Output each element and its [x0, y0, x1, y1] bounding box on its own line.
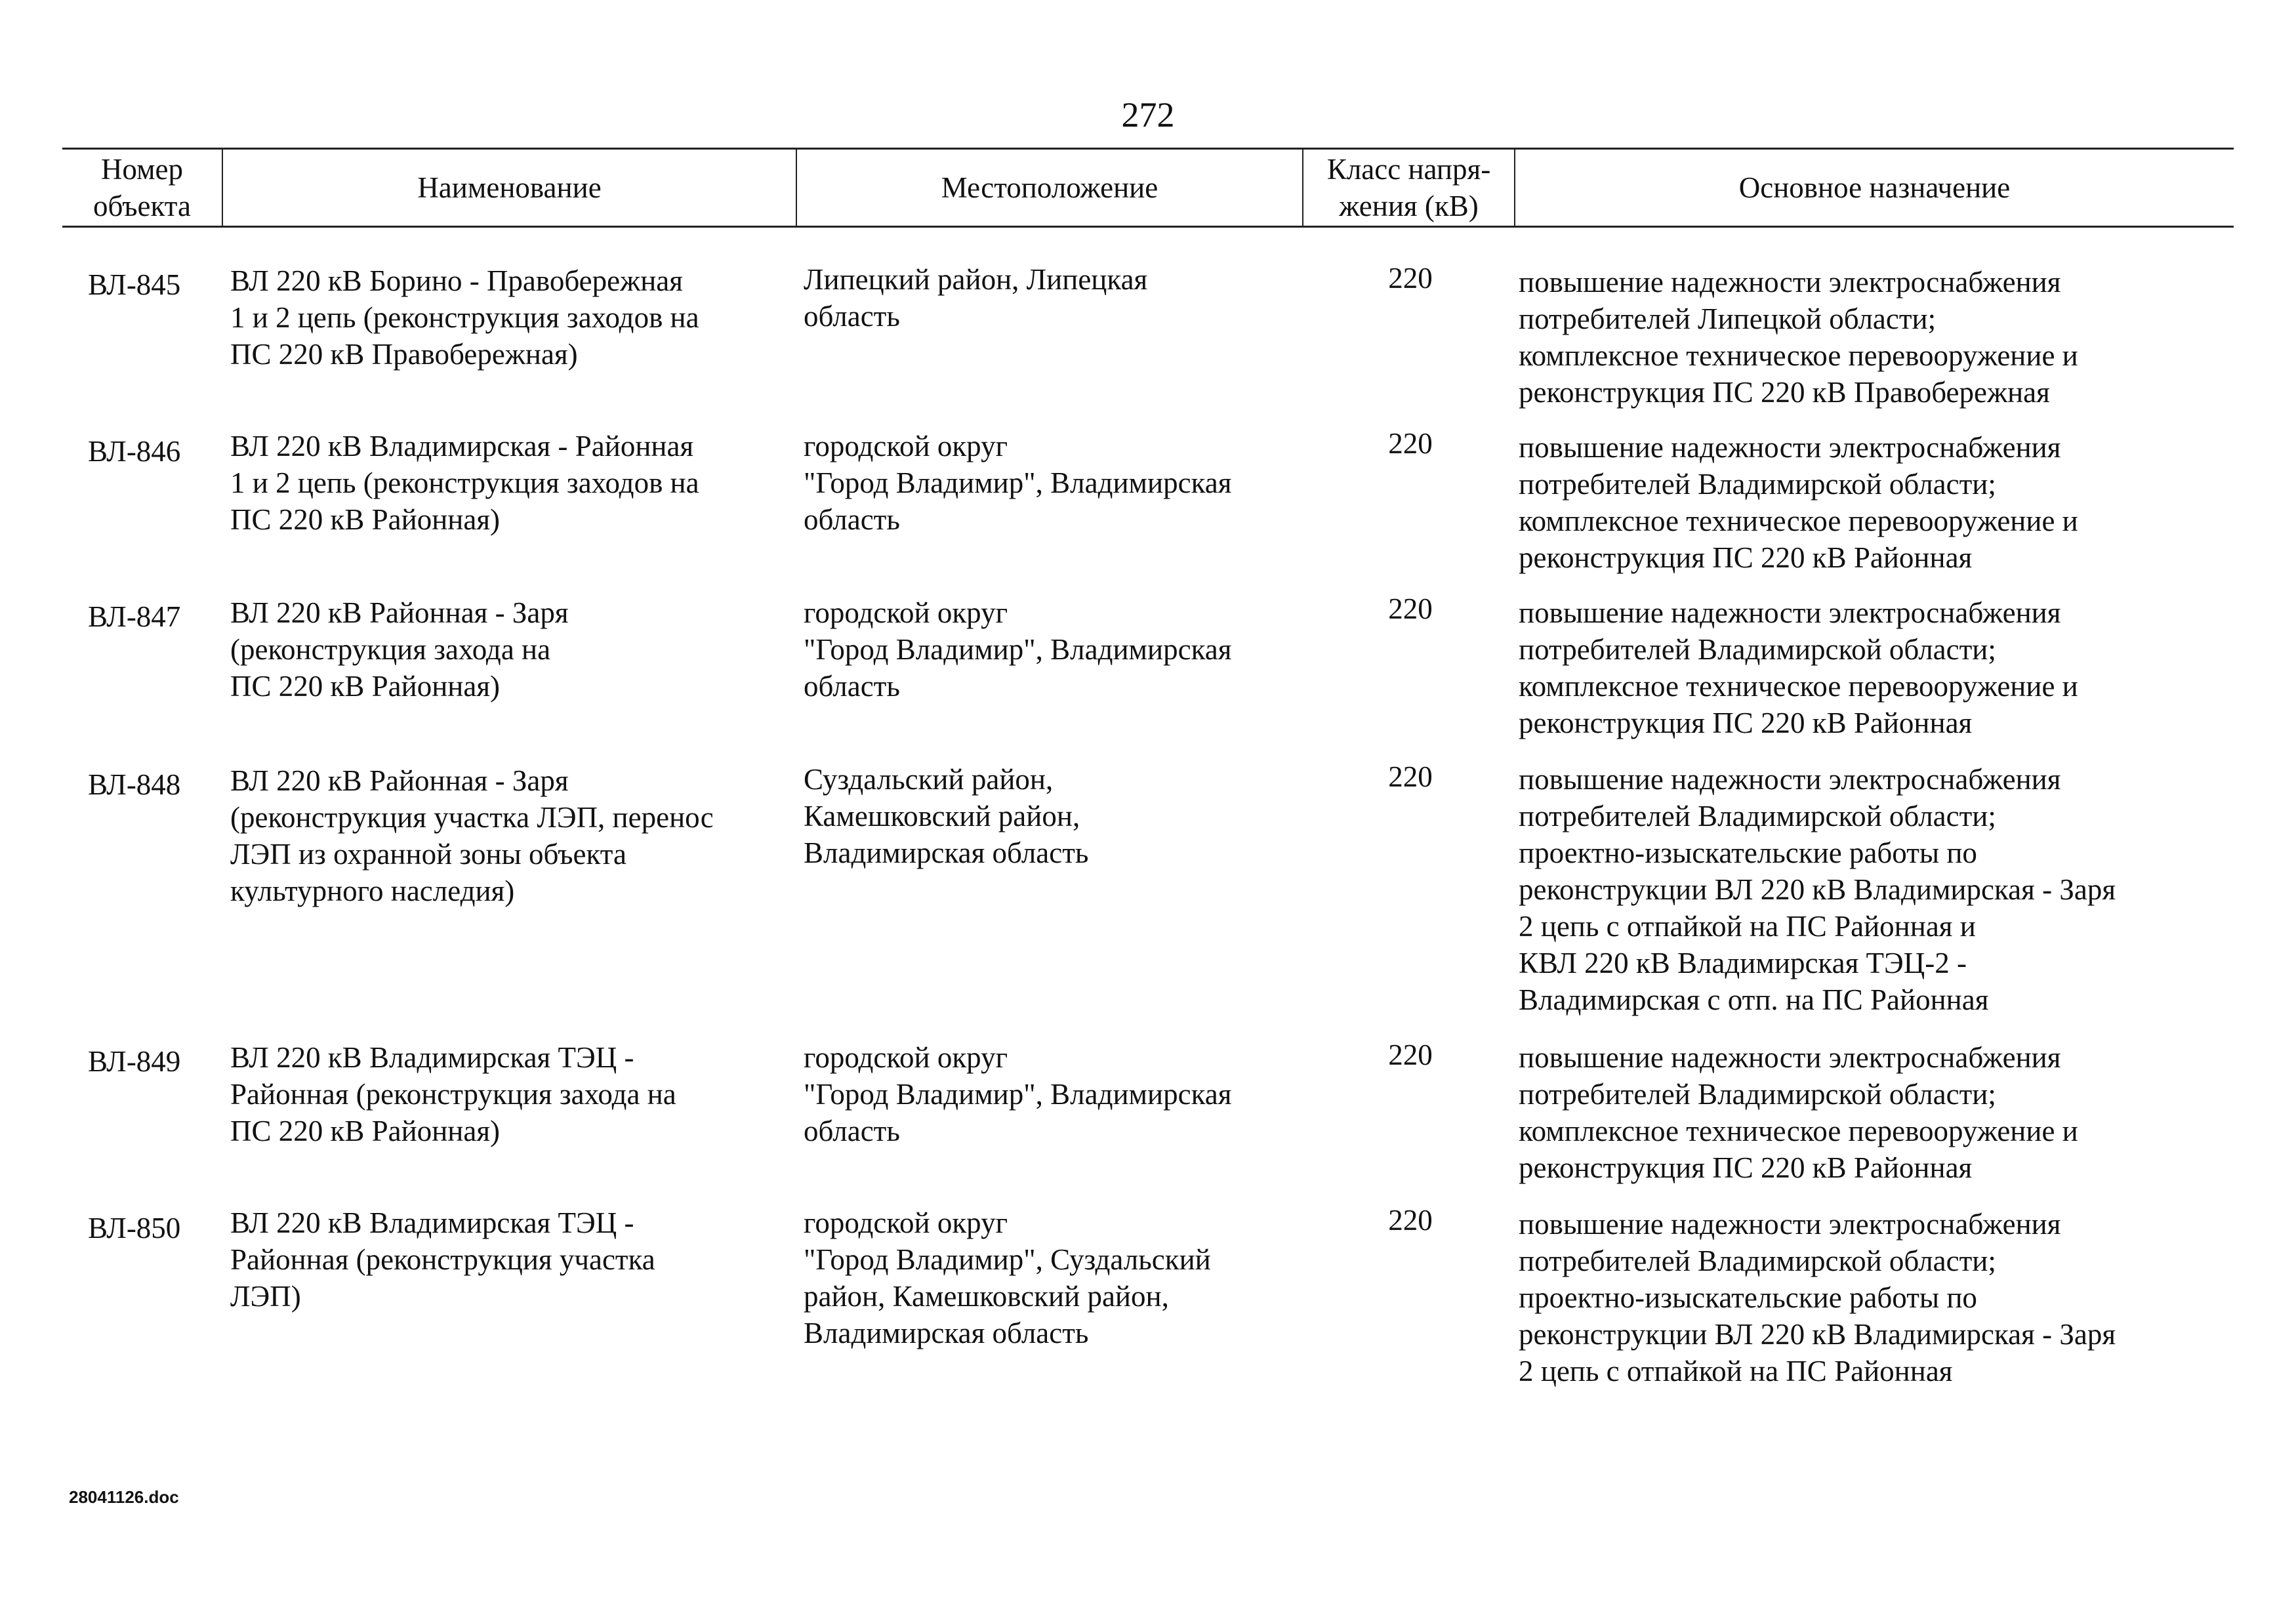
object-purpose: повышение надежности электроснабжения потребителей Владимирской области; проектно-изыскательские работы по реконструкции ВЛ 220 кВ Владимирская - Заря 2 цепь с отпайкой на ПС Районная и КВЛ 220 кВ Владимирская ТЭЦ-2 - Владимирская с отп. на ПС Районная	[1519, 763, 2116, 1016]
object-number: ВЛ-848	[88, 768, 181, 801]
page-number: 272	[1121, 95, 1175, 134]
object-voltage: 220	[1388, 262, 1433, 295]
object-purpose: повышение надежности электроснабжения потребителей Владимирской области; проектно-изыскательские работы по реконструкции ВЛ 220 кВ Владимирская - Заря 2 цепь с отпайкой на ПС Районная	[1519, 1208, 2116, 1387]
object-number: ВЛ-847	[88, 600, 181, 633]
object-location: городской округ "Город Владимир", Владимирская область	[804, 596, 1232, 703]
table-header-bottom-rule	[62, 226, 2234, 228]
header-object-number: Номер объекта	[93, 153, 191, 222]
object-purpose: повышение надежности электроснабжения потребителей Липецкой области; комплексное техническое перевооружение и реконструкция ПС 220 кВ Правобережная	[1519, 266, 2078, 409]
object-name: ВЛ 220 кВ Владимирская ТЭЦ - Районная (реконструкция участка ЛЭП)	[230, 1206, 655, 1313]
object-number: ВЛ-850	[88, 1212, 181, 1244]
document-filename: 28041126.doc	[69, 1487, 179, 1507]
header-location: Местоположение	[941, 171, 1158, 204]
object-location: городской округ "Город Владимир", Владимирская область	[804, 1041, 1232, 1147]
object-purpose: повышение надежности электроснабжения потребителей Владимирской области; комплексное техническое перевооружение и реконструкция ПС 220 кВ Районная	[1519, 596, 2078, 739]
object-location: городской округ "Город Владимир", Владимирская область	[804, 430, 1232, 536]
object-name: ВЛ 220 кВ Районная - Заря (реконструкция захода на ПС 220 кВ Районная)	[230, 596, 569, 703]
object-number: ВЛ-849	[88, 1045, 181, 1078]
object-voltage: 220	[1388, 427, 1433, 460]
object-name: ВЛ 220 кВ Владимирская - Районная 1 и 2 цепь (реконструкция заходов на ПС 220 кВ Районная)	[230, 430, 699, 536]
header-voltage-class: Класс напря- жения (кВ)	[1326, 153, 1491, 222]
object-voltage: 220	[1388, 1038, 1433, 1071]
object-voltage: 220	[1388, 1204, 1433, 1237]
object-name: ВЛ 220 кВ Районная - Заря (реконструкция участка ЛЭП, перенос ЛЭП из охранной зоны объекта культурного наследия)	[230, 764, 714, 907]
header-purpose: Основное назначение	[1738, 171, 2011, 204]
object-location: Липецкий район, Липецкая область	[804, 263, 1148, 333]
object-number: ВЛ-845	[88, 268, 181, 301]
object-voltage: 220	[1388, 760, 1433, 793]
object-number: ВЛ-846	[88, 435, 181, 468]
object-name: ВЛ 220 кВ Борино - Правобережная 1 и 2 цепь (реконструкция заходов на ПС 220 кВ Правобережная)	[230, 264, 699, 371]
header-name: Наименование	[417, 171, 602, 204]
object-location: городской округ "Город Владимир", Суздальский район, Камешковский район, Владимирская область	[804, 1206, 1211, 1349]
object-location: Суздальский район, Камешковский район, Владимирская область	[804, 763, 1089, 869]
object-purpose: повышение надежности электроснабжения потребителей Владимирской области; комплексное техническое перевооружение и реконструкция ПС 220 кВ Районная	[1519, 431, 2078, 574]
object-purpose: повышение надежности электроснабжения потребителей Владимирской области; комплексное техническое перевооружение и реконструкция ПС 220 кВ Районная	[1519, 1041, 2078, 1184]
object-voltage: 220	[1388, 592, 1433, 625]
object-name: ВЛ 220 кВ Владимирская ТЭЦ - Районная (реконструкция захода на ПС 220 кВ Районная)	[230, 1041, 676, 1147]
